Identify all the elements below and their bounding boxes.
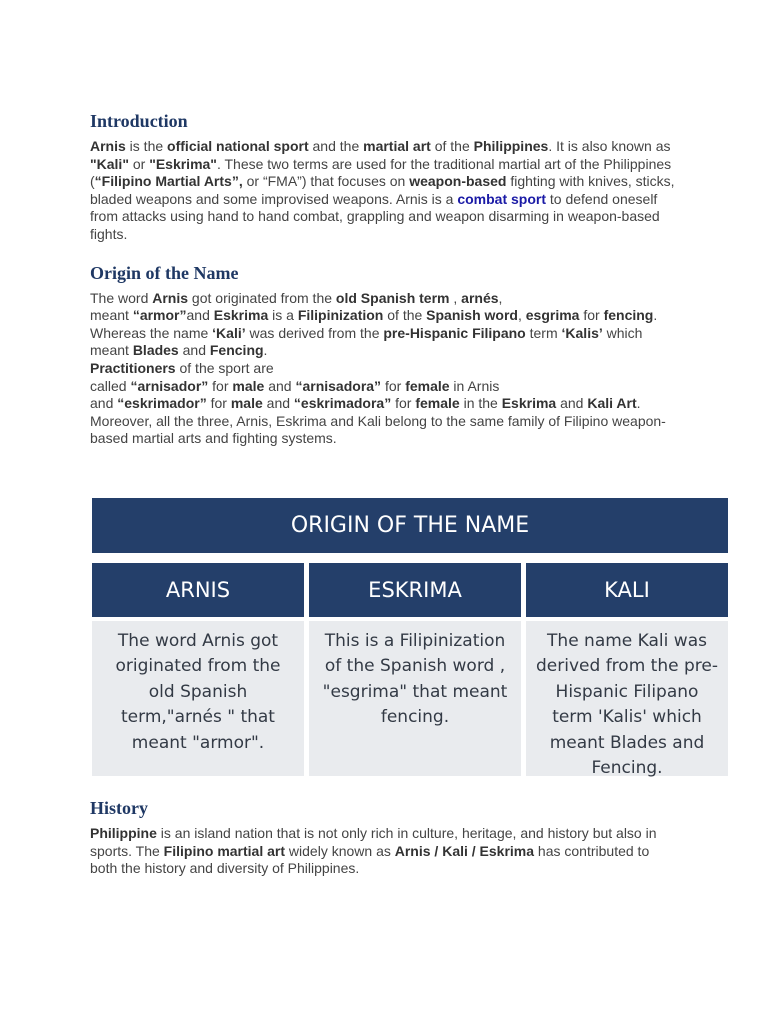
origin-paragraph: The word Arnis got originated from the old Spanish term , arnés, meant “armor”and Eskrima is a Filipinization of the Spanish word, esgrima for fencing. Whereas the name ‘Kali’ was derived from the pre-Hispanic Filipano term ‘Kalis’ which meant Blades and Fencing. Practitioners of the sport are called “arnisador” for male and “arnisadora” for female in Arnis and “eskrimador” for male and “eskrimadora” for female in the Eskrima and Kali Art. Moreover, all the three, Arnis, Eskrima and Kali belong to the same family of Filipino weapon-based martial arts and fighting systems. [90,289,666,447]
column-body: This is a Filipinization of the Spanish word , "esgrima" that meant fencing. [309,621,521,776]
history-section [90,797,680,878]
origin-of-name-table [92,498,728,778]
introduction-section [90,110,680,244]
origin-heading: Origin of the Name [90,262,239,283]
table-title: ORIGIN OF THE NAME [92,498,728,553]
table-column-arnis [92,563,304,776]
history-heading: History [90,798,148,818]
combat-sport-link[interactable]: combat sport [457,190,547,207]
column-body: The word Arnis got originated from the old Spanish term,"arnés " that meant "armor". [92,621,304,776]
history-paragraph: Philippine is an island nation that is not only rich in culture, heritage, and history but also in sports. The Filipino martial art widely known as Arnis / Kali / Eskrima has contributed to both the history and diversity of Philippines. [90,825,657,877]
column-header: ARNIS [92,563,304,617]
introduction-heading: Introduction [90,111,188,131]
document-body [90,110,680,466]
table-column-kali [526,563,728,779]
origin-section [90,262,680,448]
table-column-eskrima [309,563,521,776]
introduction-paragraph: Arnis is the official national sport and the martial art of the Philippines. It is also known as "Kali" or "Eskrima". These two terms are used for the traditional martial art of the Philippines (“Filipino Martial Arts”, or “FMA”) that focuses on weapon-based fighting with knives, sticks, bladed weapons and some improvised weapons. Arnis is a combat sport to defend oneself from attacks using hand to hand combat, grappling and weapon disarming in weapon-based fights. [90,138,675,242]
column-header: KALI [526,563,728,617]
column-header: ESKRIMA [309,563,521,617]
column-body: The name Kali was derived from the pre-Hispanic Filipano term 'Kalis' which meant Blades and Fencing. [526,621,728,776]
